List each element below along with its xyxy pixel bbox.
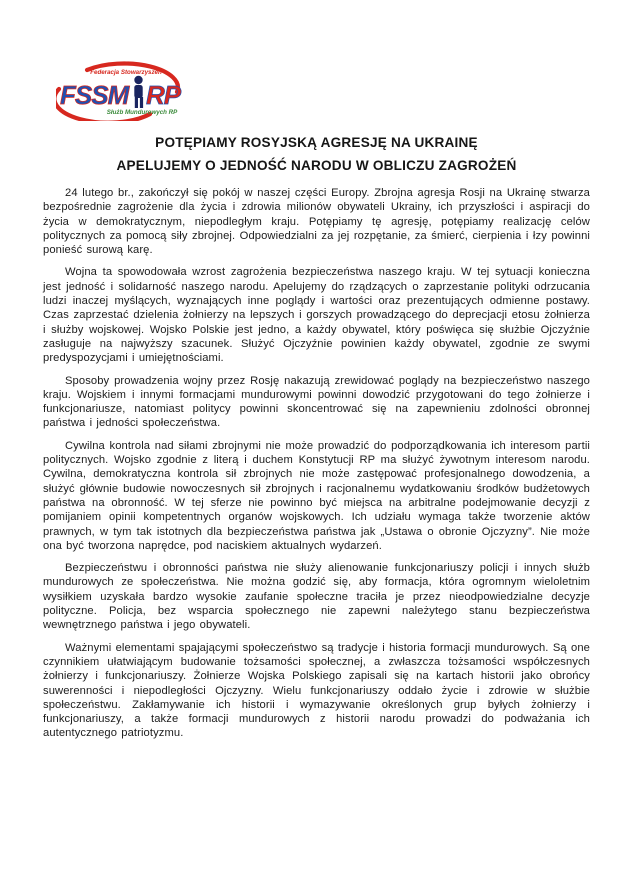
paragraph-5: Bezpieczeństwu i obronności państwa nie służy alienowanie funkcjonariuszy policji i innych służb mundurowych ze społeczeństwa. Nie można godzić się, aby formacja, która ogromnym wieloletnim wysiłkiem uzyskała bardzo wysokie zaufanie społeczne traciła je przez nieodpowiedzialne decyzje polityczne. Policja, bez wsparcia społecznego nie zapewni należytego stanu bezpieczeństwa wewnętrznego państwa i jego obywateli. <box>43 562 590 632</box>
title-line-1: POTĘPIAMY ROSYJSKĄ AGRESJĘ NA UKRAINĘ <box>155 135 478 150</box>
logo-fssm-text: FSSM <box>60 80 129 110</box>
paragraph-1: 24 lutego br., zakończył się pokój w naszej części Europy. Zbrojna agresja Rosji na Ukrainę stwarza bezpośrednie zagrożenie dla życia i zdrowia milionów obywateli Ukrainy, ich przyszłości i aspiracji do życia w demokratycznym, niepodległym kraju. Potępiamy tę agresję, potępiamy realizację celów politycznych za pomocą siły zbrojnej. Odpowiedzialni za jej rozpętanie, za śmierć, cierpienia i łzy powinni ponieść surową karę. <box>43 187 590 257</box>
title-line-2: APELUJEMY O JEDNOŚĆ NARODU W OBLICZU ZAGROŻEŃ <box>116 158 517 173</box>
logo-rp-text: RP <box>146 80 181 110</box>
fssm-logo <box>56 61 182 121</box>
logo-bottom-text: Służb Mundurowych RP <box>106 109 178 116</box>
document-body <box>0 177 633 741</box>
person-icon <box>134 76 143 108</box>
paragraph-2: Wojna ta spowodowała wzrost zagrożenia bezpieczeństwa naszego kraju. W tej sytuacji konieczna jest jedność i solidarność naszego narodu. Apelujemy do rządzących o zaprzestanie polityki odrzucania ludzi inaczej myślących, wyznających inne poglądy i wartości oraz prezentujących odmienne postawy. Czas zaprzestać dzielenia żołnierzy na lepszych i gorszych prowadzącego do deprecjacji etosu żołnierza i służby wojskowej. Wojsko Polskie jest jedno, a każdy obywatel, który poświęca się służbie Ojczyźnie zasługuje na najwyższy szacunek. Służyć Ojczyźnie powinien każdy obywatel, zgodnie ze swymi predyspozycjami i umiejętnościami. <box>43 266 590 365</box>
paragraph-6: Ważnymi elementami spajającymi społeczeństwo są tradycje i historia formacji mundurowych. Są one czynnikiem ułatwiającym budowanie tożsamości społecznej, a zwłaszcza tożsamości współczesnych żołnierzy i funkcjonariuszy. Żołnierze Wojska Polskiego zapisali się na kartach historii jako obrońcy suwerenności i niepodległości Ojczyzny. Wielu funkcjonariuszy oddało życie i zdrowie w służbie społeczeństwu. Zakłamywanie ich historii i wymazywanie określonych grup byłych żołnierzy i funkcjonariuszy, a także formacji mundurowych z historii narodu prowadzi do podważania ich autentycznego patriotyzmu. <box>43 641 590 740</box>
logo-top-text: Federacja Stowarzyszeń <box>90 69 162 76</box>
paragraph-3: Sposoby prowadzenia wojny przez Rosję nakazują zrewidować poglądy na bezpieczeństwo naszego kraju. Wojskiem i innymi formacjami mundurowymi powinni dowodzić przygotowani do tego żołnierze i funkcjonariusze, natomiast politycy powinni skoncentrować się na zapewnieniu zdolności obronnej państwa i jedności społeczeństwa. <box>43 374 590 430</box>
paragraph-4: Cywilna kontrola nad siłami zbrojnymi nie może prowadzić do podporządkowania ich interesom partii politycznych. Wojsko zgodnie z literą i duchem Konstytucji RP ma służyć żywotnym interesom narodu. Cywilna, demokratyczna kontrola sił zbrojnych nie może zastępować profesjonalnego dowodzenia, a służyć głównie budowie nowoczesnych sił zbrojnych i racjonalnemu wydatkowaniu środków budżetowych państwa na obronność. W tej sferze nie powinno być miejsca na arbitralne podejmowanie decyzji z pomijaniem opinii kompetentnych organów wojskowych. Ich udziału wymaga także tworzenie aktów prawnych, w tym tak istotnych dla bezpieczeństwa państwa jak „Ustawa o obronie Ojczyzny”. Nie może ona być tworzona naprędce, pod naciskiem aktualnych wydarzeń. <box>43 439 590 552</box>
